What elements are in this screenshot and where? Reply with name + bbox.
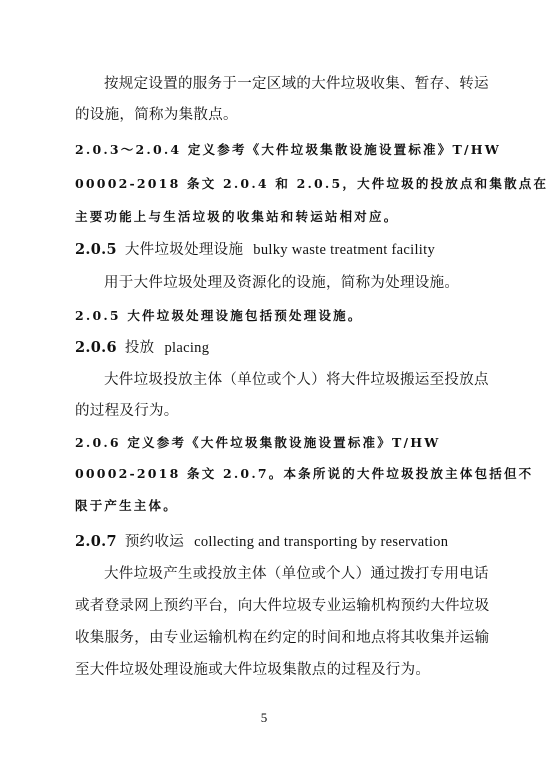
term-heading-2-0-6 [75,338,470,358]
explanation-line: 限于产生主体。 [75,498,178,513]
body-line: 的设施，简称为集散点。 [75,107,238,123]
term-english: collecting and transporting by reservation [194,534,449,550]
body-line: 大件垃圾产生或投放主体（单位或个人）通过拨打专用电话 [104,566,489,582]
explanation-line: 00002-2018 条文 2.0.7。本条所说的大件垃圾投放主体包括但不 [75,466,534,481]
term-english: bulky waste treatment facility [253,242,436,258]
explanation-line: 2.0.6 定义参考《大件垃圾集散设施设置标准》T/HW [75,435,441,450]
body-line: 或者登录网上预约平台，向大件垃圾专业运输机构预约大件垃圾 [75,598,490,614]
term-number: 2.0.6 [75,339,117,356]
term-chinese: 预约收运 [124,534,185,550]
body-line: 的过程及行为。 [75,403,179,419]
term-number: 2.0.7 [75,533,117,550]
term-english: placing [164,340,210,356]
term-heading-2-0-7 [75,532,470,552]
explanation-line: 2.0.5 大件垃圾处理设施包括预处理设施。 [75,308,363,323]
explanation-line: 00002-2018 条文 2.0.4 和 2.0.5，大件垃圾的投放点和集散点在 [75,176,548,191]
term-chinese: 大件垃圾处理设施 [124,242,244,258]
term-number: 2.0.5 [75,241,117,258]
body-line: 用于大件垃圾处理及资源化的设施，简称为处理设施。 [104,275,460,291]
term-heading-2-0-5 [75,240,470,260]
term-chinese: 投放 [124,340,155,356]
body-line: 收集服务，由专业运输机构在约定的时间和地点将其收集并运输 [75,630,490,646]
body-line: 按规定设置的服务于一定区域的大件垃圾收集、暂存、转运 [104,76,489,92]
body-line: 大件垃圾投放主体（单位或个人）将大件垃圾搬运至投放点 [104,372,489,388]
page-number: 5 [260,710,268,725]
explanation-line: 主要功能上与生活垃圾的收集站和转运站相对应。 [75,209,399,224]
body-line: 至大件垃圾处理设施或大件垃圾集散点的过程及行为。 [75,662,431,678]
explanation-line: 2.0.3～2.0.4 定义参考《大件垃圾集散设施设置标准》T/HW [75,142,501,157]
